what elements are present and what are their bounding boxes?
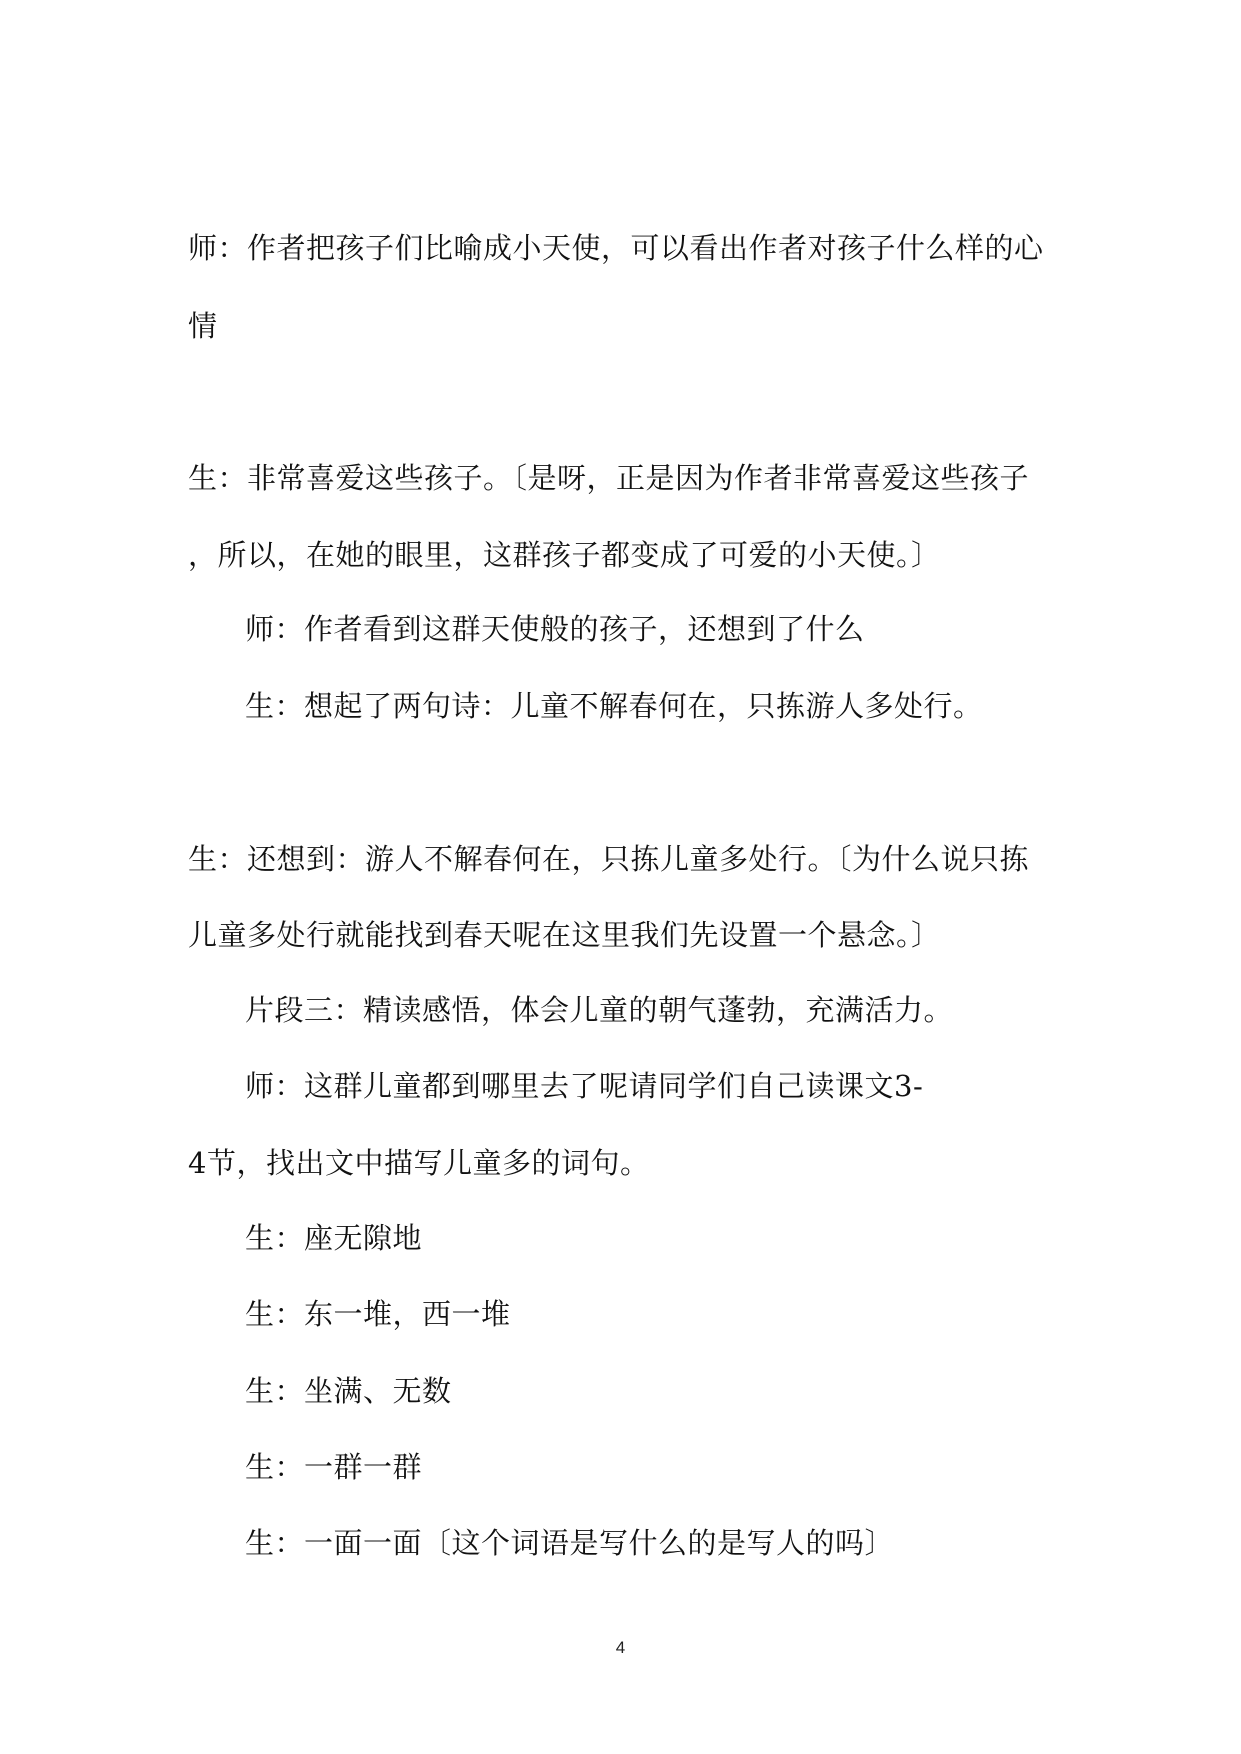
text-line: 师：作者把孩子们比喻成小天使，可以看出作者对孩子什么样的心 (188, 231, 1044, 265)
text-line: 生：东一堆，西一堆 (245, 1297, 511, 1331)
text-line: 生：座无隙地 (245, 1221, 423, 1255)
text-line: 生：坐满、无数 (245, 1374, 452, 1408)
text-line: 儿童多处行就能找到春天呢在这里我们先设置一个悬念。〕 (188, 918, 941, 952)
text-line: 生：非常喜爱这些孩子。〔是呀，正是因为作者非常喜爱这些孩子 (188, 461, 1030, 495)
page-number: 4 (615, 1638, 626, 1657)
text-line: 生：一群一群 (245, 1450, 423, 1484)
text-line: 生：想起了两句诗：儿童不解春何在，只拣游人多处行。 (245, 689, 983, 723)
text-line: 情 (188, 309, 218, 343)
text-line: 生：还想到：游人不解春何在，只拣儿童多处行。〔为什么说只拣 (188, 842, 1030, 876)
text-line: 师：这群儿童都到哪里去了呢请同学们自己读课文3- (245, 1069, 924, 1103)
text-line: 师：作者看到这群天使般的孩子，还想到了什么 (245, 612, 865, 646)
text-line: 生：一面一面〔这个词语是写什么的是写人的吗〕 (245, 1526, 895, 1560)
text-line: ，所以，在她的眼里，这群孩子都变成了可爱的小天使。〕 (188, 538, 941, 572)
text-line: 4节，找出文中描写儿童多的词句。 (188, 1146, 650, 1180)
text-line: 片段三：精读感悟，体会儿童的朝气蓬勃，充满活力。 (245, 993, 954, 1027)
